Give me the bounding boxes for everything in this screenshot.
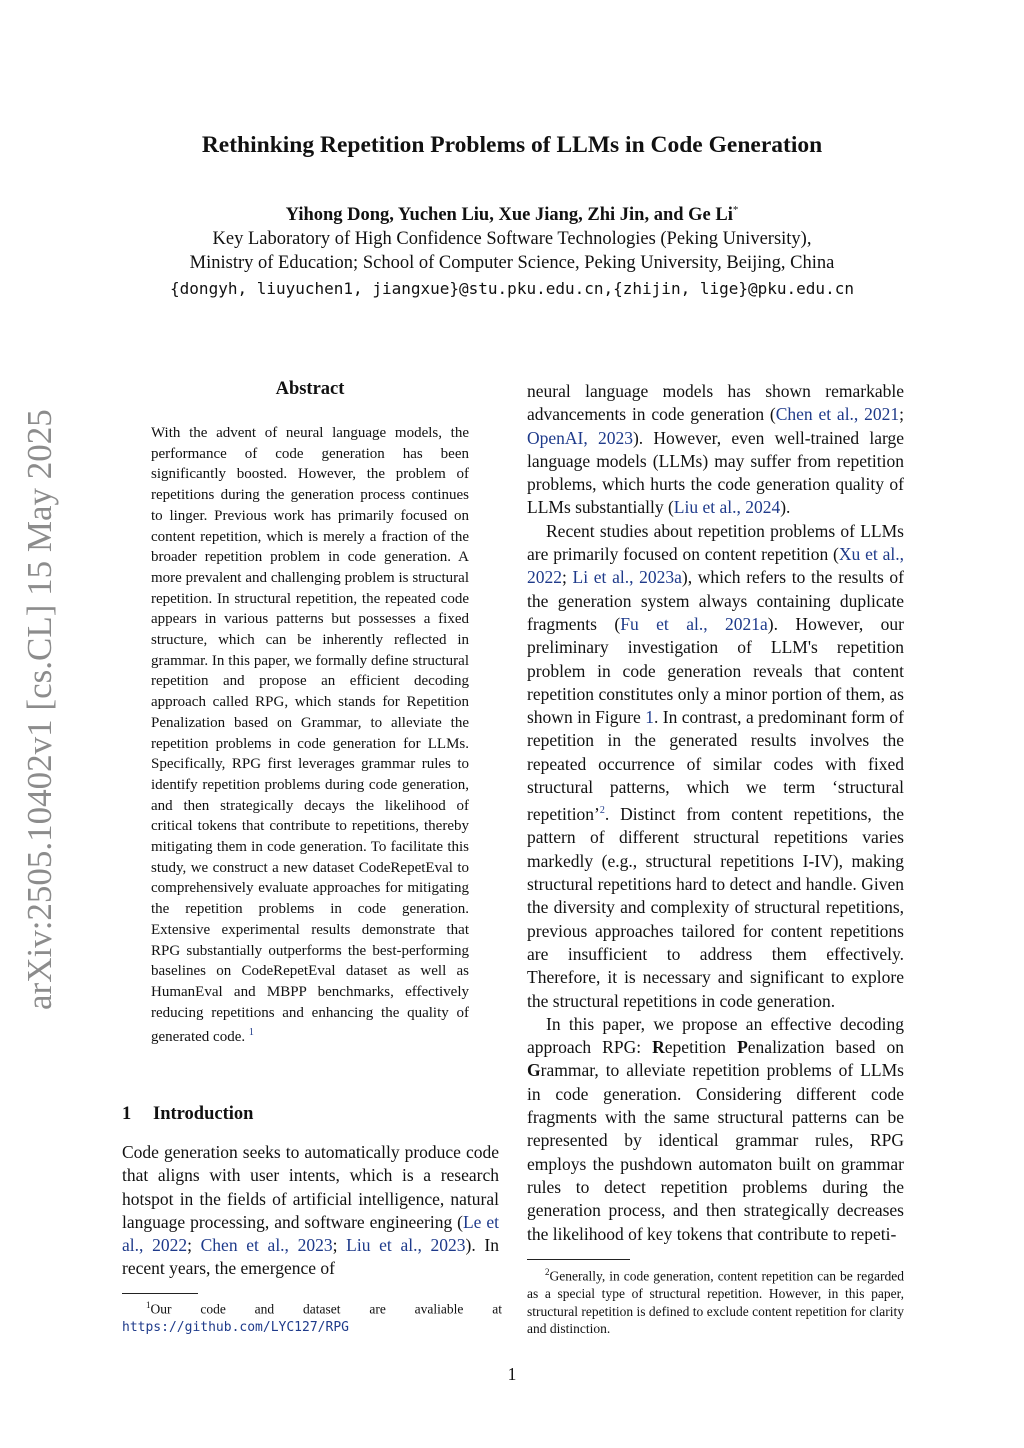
intro-column-2	[527, 380, 904, 1246]
intro-text: . Distinct from content repetitions, the pattern of different structural repetitions varies markedly (e.g., structural repetitions I-IV), making structural repetitions hard to detect and handle. Given the diversity and complexity of structural repetitions, previous approaches tailored for content repetitions are insufficient to address them effectively. Therefore, it is necessary and significant to explore the structural repetitions in code generation.	[527, 804, 904, 1011]
acronym-letter: R	[652, 1037, 665, 1058]
intro-column-1	[122, 1141, 499, 1281]
affiliation-line-2: Ministry of Education; School of Computer Science, Peking University, Beijing, China	[189, 253, 835, 273]
footnote-1	[122, 1297, 502, 1337]
citation-link[interactable]: Le et al.,	[122, 1211, 499, 1256]
citation-link[interactable]: OpenAI, 2023	[527, 427, 633, 448]
footnote-2	[527, 1264, 904, 1338]
citation-link[interactable]: 2023	[430, 1235, 466, 1256]
footnote-2-mark[interactable]: 2	[599, 805, 605, 817]
section-number: 1	[122, 1104, 132, 1124]
abstract-body	[151, 423, 469, 1048]
section-title: Introduction	[153, 1104, 254, 1124]
author-list	[0, 204, 1024, 226]
citation-link[interactable]: Li et al., 2023a	[572, 567, 682, 588]
intro-text: Code generation seeks to automatically produce code that aligns with user intents, which is a research hotspot in the fields of artificial intelligence, natural language processing, and software engineering (	[122, 1142, 499, 1232]
intro-text: ).	[780, 497, 791, 518]
intro-text: ). In recent years, the emergence of	[122, 1235, 500, 1279]
intro-text: neural language models has shown remarkable advancements in code generation (	[527, 381, 904, 425]
page-number: 1	[507, 1364, 517, 1384]
footnote-text: Our code and dataset are avaliable at	[150, 1301, 502, 1317]
intro-text: ). However, even well-trained large language models (LLMs) may suffer from repetition problems, which hurts the code generation quality of LLMs substantially (	[527, 427, 904, 518]
intro-text: rammar, to alleviate repetition problems of LLMs in code generation. Considering different code fragments with the same structural patterns can be represented by identical grammar rules, RPG employs the pushdown automaton built on grammar rules to detect repetition problems during the generation process, and then strategically decreases the likelihood of key tokens that contribute to repeti-	[527, 1060, 904, 1244]
intro-text: epetition	[664, 1037, 738, 1058]
affiliation-line-1: Key Laboratory of High Confidence Software Technologies (Peking University),	[212, 229, 812, 249]
citation-link[interactable]: Fu et al., 2021a	[620, 613, 768, 634]
paragraph	[527, 1013, 904, 1246]
citation-separator: ;	[332, 1235, 347, 1256]
footnote-text: Generally, in code generation, content repetition can be regarded as a special type of structural repetition. However, in this paper, structural repetition is defined to exclude content repetition for clarity and distinction.	[527, 1268, 904, 1336]
citation-link[interactable]: Liu et al., 2024	[673, 497, 781, 518]
citation-link[interactable]: Liu et al.,	[346, 1235, 422, 1256]
intro-text: enalization based on	[747, 1037, 904, 1058]
citation-link[interactable]: 2022	[152, 1235, 188, 1256]
citation-separator: ;	[899, 404, 904, 425]
citation-link[interactable]: 2023	[297, 1235, 333, 1256]
intro-text: Recent studies about repetition problems of LLMs are primarily focused on content repetition (	[527, 520, 904, 565]
paragraph	[527, 380, 904, 520]
figure-reference-link[interactable]: 1	[645, 707, 654, 728]
acronym-letter: G	[527, 1060, 541, 1081]
footnote-divider-left	[122, 1293, 198, 1294]
code-url-link[interactable]: https://github.com/LYC127/RPG	[122, 1320, 349, 1335]
abstract-footnote-mark[interactable]: 1	[248, 1027, 254, 1039]
authors: Yihong Dong, Yuchen Liu, Xue Jiang, Zhi Jin, and Ge Li	[285, 205, 733, 226]
footnote-mark: 2	[545, 1267, 550, 1277]
section-heading-introduction	[122, 1104, 253, 1125]
paragraph	[527, 520, 904, 1013]
author-emails: {dongyh, liuyuchen1, jiangxue}@stu.pku.edu.cn,{zhijin, lige}@pku.edu.cn	[170, 279, 854, 298]
citation-separator: ;	[562, 567, 573, 588]
intro-text: In this paper, we propose an effective decoding approach RPG:	[527, 1013, 904, 1058]
intro-text: ). However, our preliminary investigation of LLM's repetition problem in code generation reveals that content repetition constitutes only a minor portion of them, as shown in Figure	[527, 613, 904, 728]
citation-link[interactable]: Chen et al.,	[200, 1235, 289, 1256]
citation-link[interactable]: Chen et al., 2021	[775, 404, 900, 425]
citation-separator: ;	[187, 1235, 201, 1256]
abstract-heading: Abstract	[275, 379, 345, 399]
arxiv-stamp: arXiv:2505.10402v1 [cs.CL] 15 May 2025	[20, 409, 59, 1010]
footnote-mark: 1	[146, 1300, 151, 1310]
paper-title: Rethinking Repetition Problems of LLMs in Code Generation	[201, 132, 823, 158]
intro-text: . In contrast, a predominant form of repetition in the generated results involves the repeated occurrence of similar codes with fixed structural patterns, which we term ‘structural repetition’	[527, 707, 904, 825]
citation-link[interactable]: Xu et al., 2022	[527, 544, 904, 588]
abstract-text: With the advent of neural language models, the performance of code generation has been significantly boosted. However, the problem of repetitions during the generation process continues to linger. Previous work has primarily focused on content repetition, which is merely a fraction of the broader repetition problem in code generation. A more prevalent and challenging problem is structural repetition. In structural repetition, the repeated code appears in various patterns but possesses a fixed structure, which can be inherently reflected in grammar. In this paper, we formally define structural repetition and propose an efficient decoding approach called RPG, which stands for Repetition Penalization based on Grammar, to alleviate the repetition problems in code generation for LLMs. Specifically, RPG first leverages grammar rules to identify repetition problems during code generation, and then strategically decays the likelihood of critical tokens that contribute to repetitions, thereby mitigating them in code generation. To facilitate this study, we construct a new dataset CodeRepetEval to comprehensively evaluate approaches for mitigating the repetition problems in code generation. Extensive experimental results demonstrate that RPG substantially outperforms the best-performing baselines on CodeRepetEval dataset as well as HumanEval and MBPP benchmarks, effectively reducing repetitions and enhancing the quality of generated code.	[151, 425, 469, 1046]
acronym-letter: P	[737, 1037, 748, 1058]
intro-text: ), which refers to the results of the generation system always containing duplicate fragments (	[527, 567, 905, 634]
footnote-divider-right	[527, 1259, 630, 1260]
corresponding-author-mark: *	[732, 204, 739, 216]
